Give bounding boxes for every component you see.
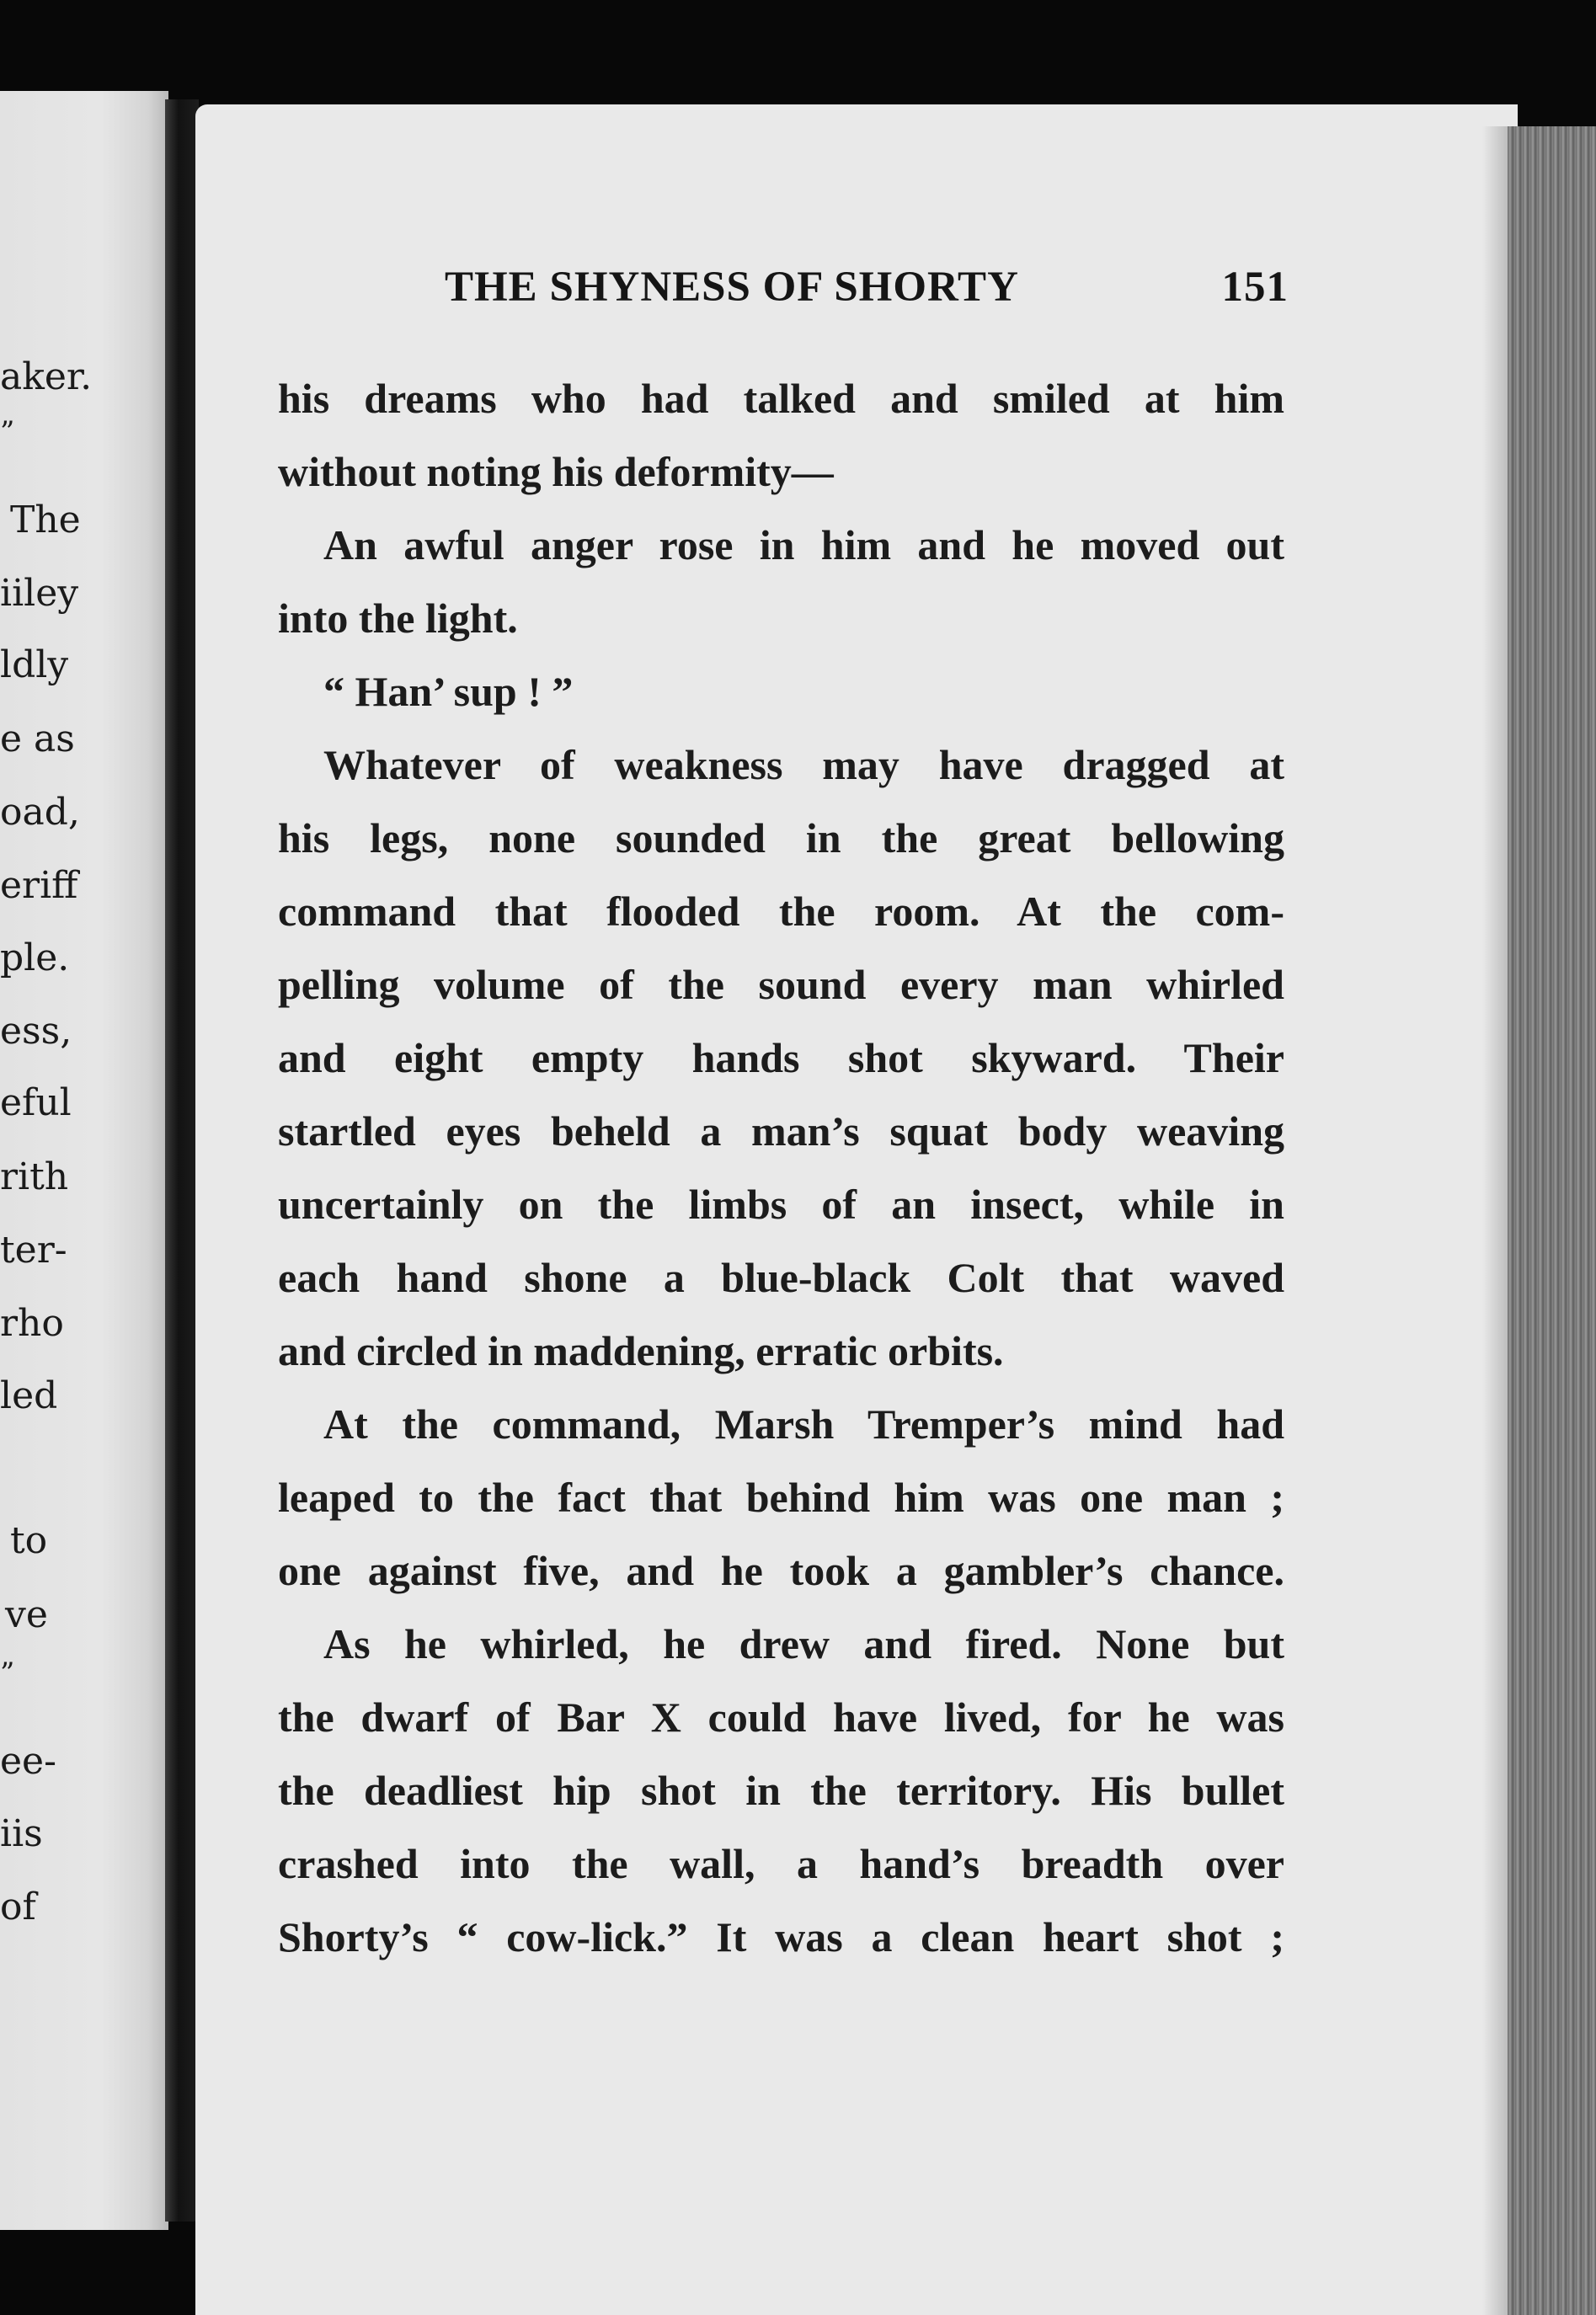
previous-page-line: iis xyxy=(0,1812,43,1855)
text-line: An awful anger rose in him and he moved out xyxy=(323,521,1284,568)
page-number: 151 xyxy=(1221,264,1289,311)
text-line: Shorty’s “ cow-lick.” It was a clean heart shot ; xyxy=(278,1913,1284,1960)
running-title: THE SHYNESS OF SHORTY xyxy=(445,264,1019,311)
previous-page-line: eful xyxy=(0,1081,72,1124)
previous-page-line: of xyxy=(0,1886,36,1928)
previous-page-line: rho xyxy=(0,1302,64,1345)
text-line: command that flooded the room. At the com- xyxy=(278,888,1284,935)
text-line: and eight empty hands shot skyward. Their xyxy=(278,1034,1284,1081)
text-line: each hand shone a blue-black Colt that waved xyxy=(278,1254,1284,1301)
text-line: pelling volume of the sound every man whirled xyxy=(278,961,1284,1008)
previous-page-line: ee- xyxy=(0,1740,56,1783)
running-header xyxy=(253,263,1289,322)
text-line: As he whirled, he drew and fired. None but xyxy=(323,1620,1284,1667)
previous-page-line: e as xyxy=(0,717,75,760)
previous-page-line: ter- xyxy=(0,1229,67,1272)
text-line: his dreams who had talked and smiled at him xyxy=(278,375,1284,422)
previous-page-line: iiley xyxy=(0,572,79,615)
text-line: crashed into the wall, a hand’s breadth over xyxy=(278,1840,1284,1887)
previous-page-line: ve xyxy=(5,1593,48,1636)
text-line: and circled in maddening, erratic orbits. xyxy=(278,1327,1004,1374)
text-line: At the command, Marsh Tremper’s mind had xyxy=(323,1400,1284,1448)
previous-page-line: to xyxy=(10,1519,48,1562)
body-text xyxy=(278,362,1284,1974)
previous-page-line: ” xyxy=(0,415,15,449)
previous-page-line: eriff xyxy=(0,864,78,907)
text-line: the deadliest hip shot in the territory. His bullet xyxy=(278,1767,1284,1814)
previous-page-line: aker. xyxy=(0,355,93,398)
previous-page-line: ess, xyxy=(0,1010,72,1053)
text-line: leaped to the fact that behind him was one man ; xyxy=(278,1474,1284,1521)
text-line: his legs, none sounded in the great bellowing xyxy=(278,814,1284,861)
previous-page-line: ple. xyxy=(0,936,70,979)
text-line: uncertainly on the limbs of an insect, while in xyxy=(278,1181,1284,1228)
previous-page-line: ldly xyxy=(0,643,69,686)
book-spine xyxy=(165,99,199,2222)
previous-page-line: led xyxy=(0,1374,58,1417)
text-line: the dwarf of Bar X could have lived, for he was xyxy=(278,1694,1284,1741)
page-stack-edge xyxy=(1508,126,1596,2315)
text-line: Whatever of weakness may have dragged at xyxy=(323,741,1284,788)
previous-page-line: rith xyxy=(0,1155,69,1198)
text-line: into the light. xyxy=(278,595,518,642)
text-line: startled eyes beheld a man’s squat body weaving xyxy=(278,1107,1284,1155)
text-line: one against five, and he took a gambler’s chance. xyxy=(278,1547,1284,1594)
previous-page-line: The xyxy=(10,499,81,541)
previous-page-line: ” xyxy=(0,1656,15,1690)
text-line: “ Han’ sup ! ” xyxy=(323,668,574,715)
previous-page xyxy=(0,91,168,2230)
previous-page-line: oad, xyxy=(0,791,80,834)
text-line: without noting his deformity— xyxy=(278,448,834,495)
